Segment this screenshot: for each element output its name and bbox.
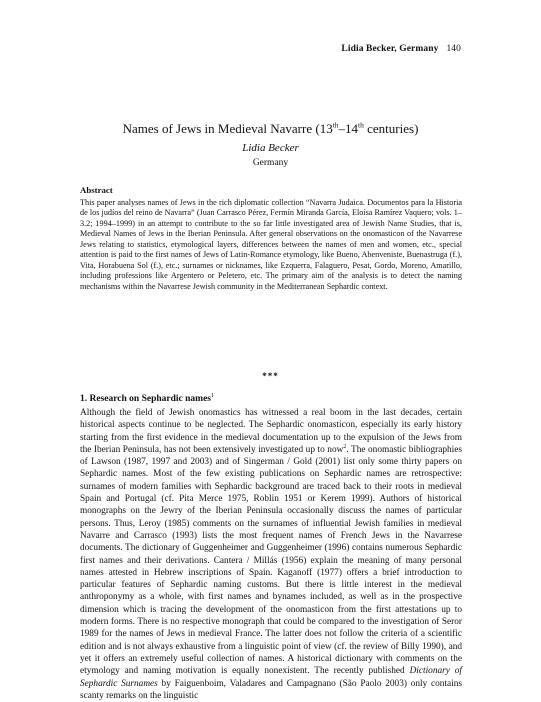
author-name: Lidia Becker <box>242 142 299 154</box>
abstract-text: This paper analyses names of Jews in the rich diplomatic collection “Navarra Judaica. Documentos para la Historia de los judíos del reino de Navarra” (Juan Carrasco Pérez, Fermín Miranda García, Eloísa Ramírez Vaquero; vols. 1–3.2; 1994–1999) in an attempt to contribute to the so far little investigated area of Jewish Name Studies, that is, Medieval Names of Jews in the Iberian Peninsula. After general observations on the onomasticon of the Navarrese Jews relating to statistics, etymological layers, differences between the names of men and women, etc., special attention is paid to the first names of Jews of Latin-Romance etymology, like Bueno, Abenveniste, Buenastruga (f.), Vita, Horabuena Sol (f.), etc.; surnames or nicknames, like Ezquerra, Falaguero, Pesat, Gordo, Moreno, Amarillo, including professions like Argentero or Peletero, etc. The primary aim of the analysis is to detect the naming mechanisms within the Navarrese Jewish community in the Mediterranean Sephardic context. <box>80 198 462 291</box>
body-text-c: by Faiguenboim, Valadares and Campagnano (São Paolo 2003) only contains scanty remarks on the linguistic <box>80 678 462 701</box>
book-title: Dictionary of Sephardic Surnames <box>80 666 462 689</box>
title-sup-1: th <box>332 120 339 130</box>
title-part-3: centuries) <box>363 121 419 136</box>
body-text-a: Although the field of Jewish onomastics has witnessed a real boom in the last decades, certain historical aspects continue to be neglected. The Sephardic onomasticon, especially its early history starting from the first evidence in the medieval documentation up to the expulsion of the Jews from the Iberian Peninsula, has not been extensively investigated up to now <box>80 408 462 455</box>
section-heading-text: 1. Research on Sephardic names <box>80 394 211 404</box>
running-head-author: Lidia Becker, Germany <box>341 44 439 54</box>
page-number: 140 <box>446 44 461 54</box>
title-part-1: Names of Jews in Medieval Navarre (13 <box>122 121 333 136</box>
running-header <box>341 44 461 54</box>
title-sup-2: th <box>358 120 364 130</box>
footnote-ref-2: 2 <box>343 443 347 450</box>
paper-title <box>0 121 541 137</box>
footnote-ref-1: 1 <box>210 392 214 399</box>
body-paragraph <box>80 407 462 702</box>
author-affiliation: Germany <box>252 158 289 168</box>
abstract-heading: Abstract <box>80 185 113 195</box>
section-separator: *** <box>262 371 279 381</box>
body-text-b: . The onomastic bibliographies of Lawson (1987, 1997 and 2003) and of Singerman / Gold (2001) list only some thirty papers on Sephardic names. Most of the few existing publications on Sephardic names are retrospective: surnames of modern families with Sephardic background are traced back to their roots in medieval Spain and Portugal (cf. Pita Merce 1975, Roblin 1951 or Kerem 1999). Authors of historical monographs on the Jewry of the Iberian Peninsula occasionally discuss the names of particular persons. Thus, Leroy (1985) comments on the surnames of influential Jewish families in medieval Navarre and Carrasco (1993) lists the most frequent names of French Jews in the Navarrese documents. The dictionary of Guggenheimer and Guggenheimer (1996) contains numerous Sephardic first names and their derivations. Cantera / Millás (1956) explain the meaning of many personal names attested in Hebrew inscriptions of Spain. Kaganoff (1977) offers a brief introduction to particular features of Sephardic naming customs. But there is little interest in the medieval anthroponymy as a whole, with first names and bynames included, as well as in the prospective dimension which is tracing the development of the onomasticon from the first attestations up to modern forms. There is no respective monograph that could be compared to the investigation of Seror 1989 for the names of Jews in medieval France. The latter does not follow the criteria of a scientific edition and is not always exhaustive from a linguistic point of view (cf. the review of Billy 1990), and yet it offers an extremely useful collection of names. A historical dictionary with comments on the etymology and naming motivation is equally nonexistent. The recently published <box>80 444 462 677</box>
section-heading <box>80 394 214 404</box>
title-part-2: –14 <box>338 121 359 136</box>
